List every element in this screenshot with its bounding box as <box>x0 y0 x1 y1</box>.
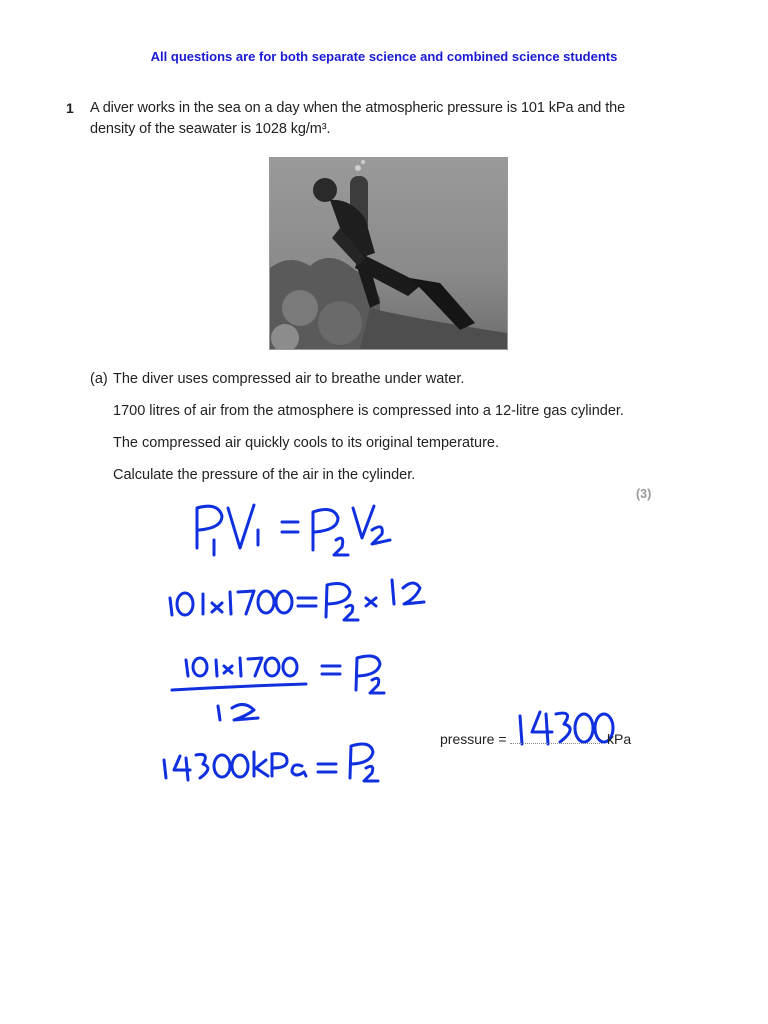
pressure-label: pressure = <box>440 731 507 747</box>
part-a-line-4: Calculate the pressure of the air in the cylinder. <box>113 467 416 483</box>
part-a-line-3: The compressed air quickly cools to its original temperature. <box>113 435 500 451</box>
hw-line-1 <box>197 505 390 555</box>
hw-line-2 <box>170 580 424 620</box>
question-number: 1 <box>66 100 74 116</box>
answer-line <box>510 743 602 744</box>
part-a-line-2: 1700 litres of air from the atmosphere is compressed into a 12-litre gas cylinder. <box>113 403 624 419</box>
part-a-line-1: The diver uses compressed air to breathe under water. <box>113 371 465 387</box>
hw-answer <box>520 712 613 744</box>
question-stem: A diver works in the sea on a day when the atmospheric pressure is 101 kPa and the density of the seawater is 1028 kg/m³. <box>90 100 626 137</box>
hw-line-3 <box>172 656 384 720</box>
section-banner: All questions are for both separate science and combined science students <box>150 49 618 64</box>
hw-line-4 <box>164 744 378 781</box>
pressure-unit: kPa <box>607 731 632 747</box>
part-a-label: (a) <box>90 371 108 387</box>
marks-label: (3) <box>636 487 652 501</box>
